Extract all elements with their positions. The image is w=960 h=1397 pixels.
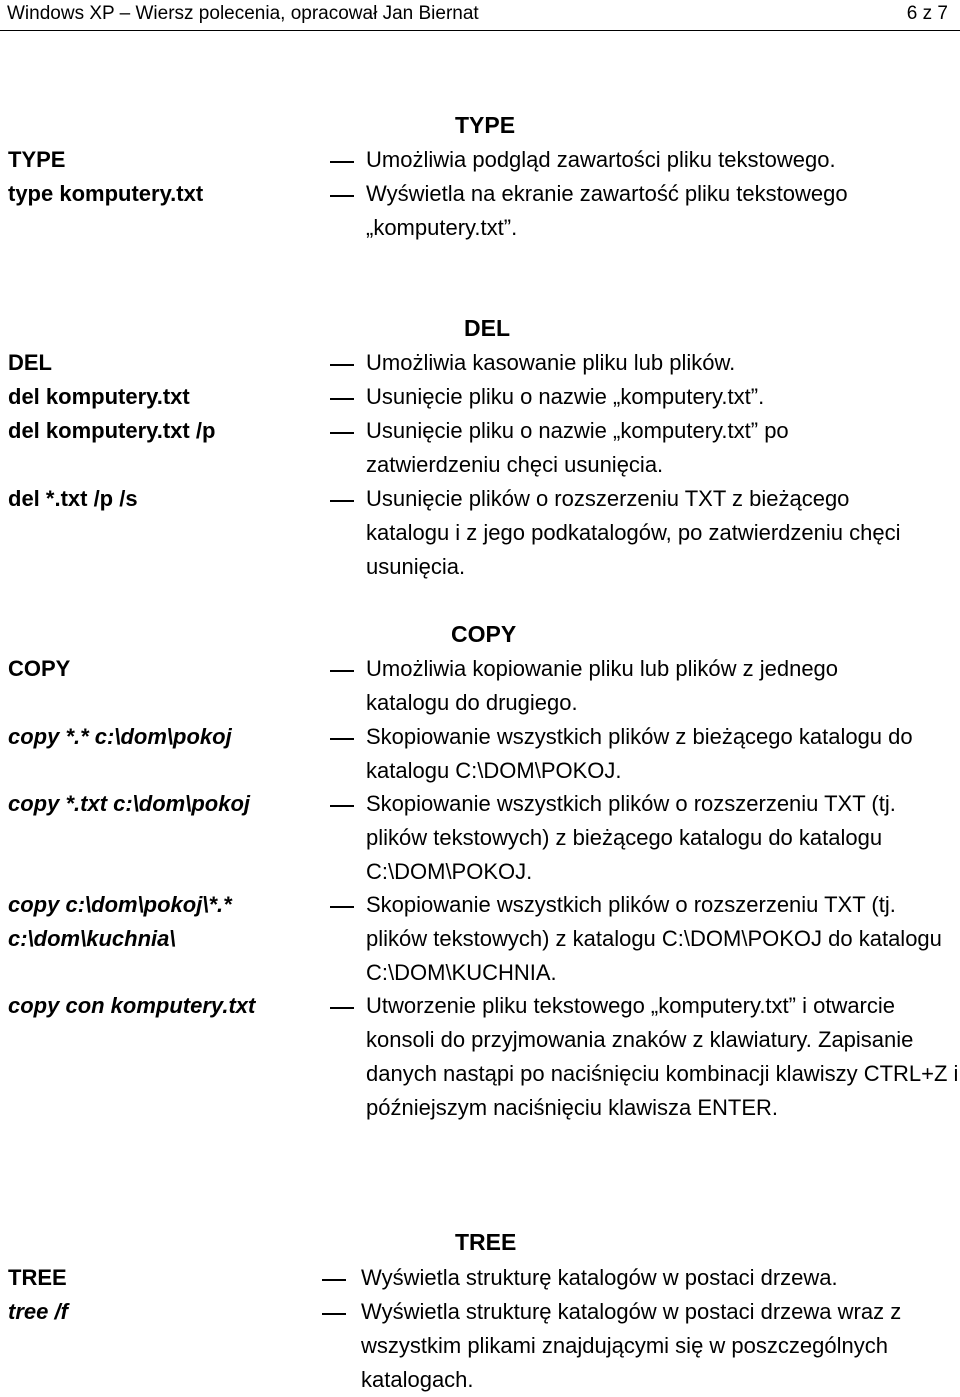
command-tree: TREE	[8, 1265, 67, 1290]
list-dash	[330, 161, 354, 163]
document-title: Windows XP – Wiersz polecenia, opracował Jan Biernat	[7, 3, 479, 24]
list-dash	[330, 1007, 354, 1009]
description-type: Umożliwia podgląd zawartości pliku tekstowego.	[366, 147, 836, 172]
command-del-file: del komputery.txt	[8, 384, 190, 409]
command-del-recursive: del *.txt /p /s	[8, 486, 138, 511]
command-copy-txt: copy *.txt c:\dom\pokoj	[8, 791, 251, 816]
section-title-copy: COPY	[451, 621, 517, 647]
description-copy: Umożliwia kopiowanie pliku lub plików z jednego katalogu do drugiego.	[366, 656, 839, 715]
description-del: Umożliwia kasowanie pliku lub plików.	[366, 350, 736, 375]
list-dash	[322, 1313, 346, 1315]
list-dash	[330, 398, 354, 400]
list-dash	[330, 805, 354, 807]
description-tree: Wyświetla strukturę katalogów w postaci drzewa.	[361, 1265, 838, 1290]
description-copy-from-dir: Skopiowanie wszystkich plików o rozszerzeniu TXT (tj. plików tekstowych) z katalogu C:\DOM\POKOJ do katalogu C:\DOM\KUCHNIA.	[366, 892, 942, 985]
command-del: DEL	[8, 350, 52, 375]
command-type: TYPE	[8, 147, 66, 172]
list-dash	[330, 738, 354, 740]
list-dash	[330, 906, 354, 908]
list-dash	[330, 500, 354, 502]
section-title-type: TYPE	[455, 112, 516, 138]
page-header	[0, 0, 960, 31]
command-type-file: type komputery.txt	[8, 181, 204, 206]
section-title-del: DEL	[464, 315, 510, 341]
command-copy-con: copy con komputery.txt	[8, 993, 256, 1018]
list-dash	[330, 432, 354, 434]
command-copy-from-dir: copy c:\dom\pokoj\*.*	[8, 892, 232, 917]
page-number: 6 z 7	[906, 3, 948, 24]
description-copy-all: Skopiowanie wszystkich plików z bieżącego katalogu do katalogu C:\DOM\POKOJ.	[366, 724, 913, 783]
command-del-confirm: del komputery.txt /p	[8, 418, 216, 443]
description-tree-files: Wyświetla strukturę katalogów w postaci drzewa wraz z wszystkim plikami znajdującymi się w poszczególnych katalogach.	[361, 1299, 902, 1392]
description-del-recursive: Usunięcie plików o rozszerzeniu TXT z bieżącego katalogu i z jego podkatalogów, po zatwierdzeniu chęci usunięcia.	[366, 486, 901, 579]
command-copy-all: copy *.* c:\dom\pokoj	[8, 724, 232, 749]
command-tree-files: tree /f	[8, 1299, 68, 1324]
command-copy-target-dir: c:\dom\kuchnia\	[8, 926, 176, 951]
section-title-tree: TREE	[455, 1229, 517, 1255]
list-dash	[330, 364, 354, 366]
list-dash	[330, 195, 354, 197]
list-dash	[330, 670, 354, 672]
description-del-confirm: Usunięcie pliku o nazwie „komputery.txt” po zatwierdzeniu chęci usunięcia.	[366, 418, 789, 477]
list-dash	[322, 1279, 346, 1281]
description-type-file: Wyświetla na ekranie zawartość pliku tekstowego „komputery.txt”.	[366, 181, 848, 240]
command-copy: COPY	[8, 656, 71, 681]
description-del-file: Usunięcie pliku o nazwie „komputery.txt”.	[366, 384, 765, 409]
description-copy-con: Utworzenie pliku tekstowego „komputery.txt” i otwarcie konsoli do przyjmowania znaków z klawiatury. Zapisanie danych nastąpi po naciśnięciu kombinacji klawiszy CTRL+Z i późniejszym naciśnięciu klawisza ENTER.	[366, 993, 959, 1120]
description-copy-txt: Skopiowanie wszystkich plików o rozszerzeniu TXT (tj. plików tekstowych) z bieżącego katalogu do katalogu C:\DOM\POKOJ.	[366, 791, 896, 884]
